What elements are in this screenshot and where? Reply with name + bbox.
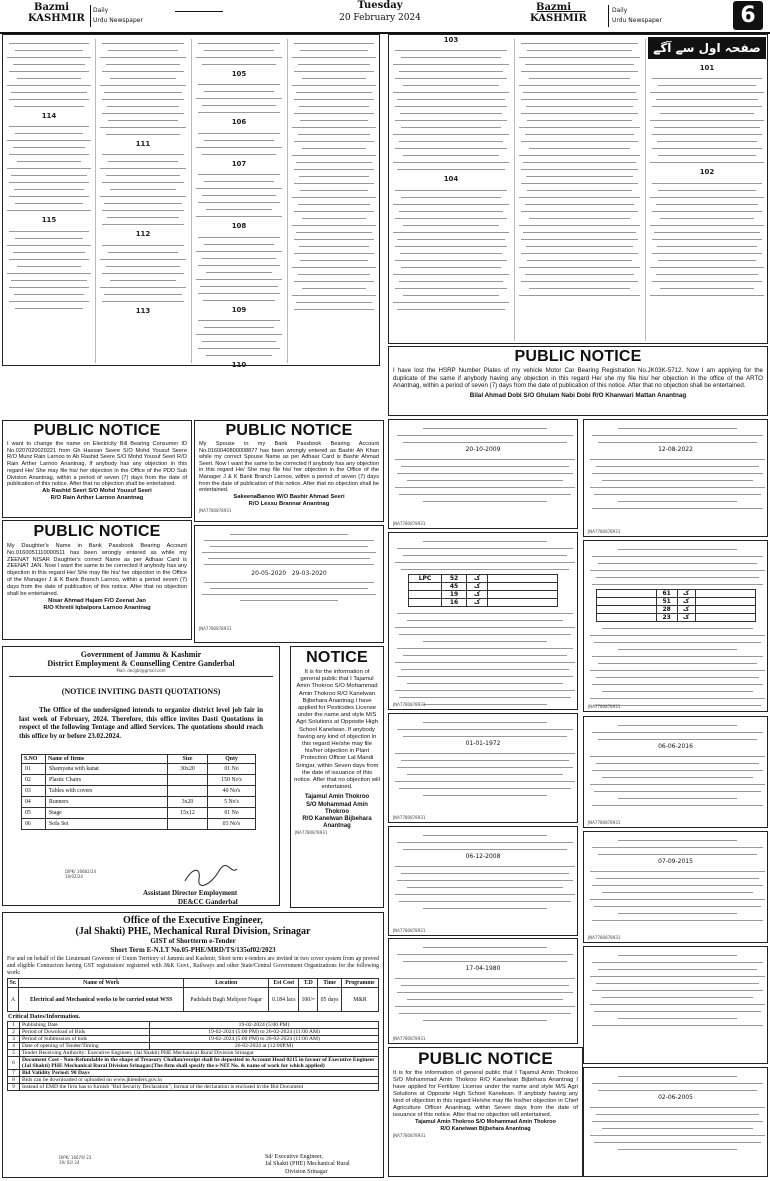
notice-ref: JNA7780878931: [199, 507, 232, 513]
table-cell: Bid Validity Period: 90 Days: [20, 1070, 379, 1077]
lpc-table: [408, 574, 558, 607]
article-number: 104: [443, 175, 459, 184]
dasti-ref: DIPK/ 16682/24 19/02/24: [65, 869, 97, 879]
table-cell: 19-02-2024 (5:00 PM) to 26-02-2024 (11:00 AM): [150, 1036, 379, 1043]
table-row: [409, 591, 558, 599]
table-cell: Shamyana with kanat: [46, 764, 168, 775]
table-row: [409, 575, 558, 583]
col-header: Sr.: [8, 979, 19, 988]
notice-signature: Bilal Ahmad Dobi S/O Ghulam Nabi Dobi R/O Khanwari Mattan Anantnag: [469, 391, 687, 399]
notice-body: I want to change the name on Electricity Bill Bearing Consumer ID No.0207020020221 from Gh Hassan Seere S/O Mohd Yousuf Seere R/O Munz Rain Larnoo to Ab Rashid Seere S/O Mohd Yousuf Seeri R/O Rain Arther Larnoo Anantnag, If anybody has any objection in this regard He/ She may file his/ her objection in the Office of the PDD Sub Division Anantnag, within a period of seven (7) days from the date of publication of this notice. After that no objection shall be entertained.: [7, 441, 187, 488]
notice-body: It is for the information of general public that I Tajamul Amin Thokroo S/O Mohammad Amin Thokroo R/O Kanelwan Bijbehara Anantnag I have applied for Pesticides License under the name and style M/S Agri Solutions at Opposite High School Kanelwan. If anybody having any kind of objection in this regard He/she may file his/her objection in Plant Protection Officer Lal Mandi Sringar, within Seven days from the date of issuance of this notice. After that no objection will entertained.: [294, 669, 380, 791]
court-notice: [388, 532, 578, 710]
tender-signatory: Sd/ Executive Engineer, Jal Shakti (PHE) Mechanical Rural Division Srinagar: [265, 1154, 350, 1175]
table-row: [22, 775, 256, 786]
table-cell: Period of Submission of bids: [20, 1036, 150, 1043]
critical-dates-table: [7, 1021, 379, 1091]
critical-title: Critical Dates/Information.: [8, 1013, 81, 1021]
urdu-col-2: [98, 37, 188, 363]
signatory-office: DE&CC Ganderbal: [178, 898, 238, 906]
table-cell: [168, 819, 208, 830]
table-cell: Plastic Chairs: [46, 775, 168, 786]
tender-nit: Short Term E-N.I.T No.05-PHE/MRD/TS/135of02/2023: [110, 946, 276, 954]
court-date: 12-08-2022: [658, 446, 693, 453]
table-row: [8, 1022, 379, 1029]
issue-date: 20 February 2024: [339, 13, 421, 23]
notice-ref: JNA7780878931: [393, 1133, 426, 1138]
notice-address: R/O Rain Arther Larnoo Anantnag: [50, 494, 144, 501]
table-cell: Tables with covers: [46, 786, 168, 797]
notice-ref: JNA7780878931: [393, 815, 426, 820]
table-cell: 15x12: [168, 808, 208, 819]
col-header: Time: [318, 979, 342, 988]
table-cell: 30x20: [168, 764, 208, 775]
table-row: [22, 797, 256, 808]
table-cell: 40 No's: [208, 786, 256, 797]
table-row: [8, 1043, 379, 1050]
table-row: [409, 599, 558, 607]
table-cell: [409, 591, 442, 599]
table-cell: 16: [442, 599, 467, 607]
notice-ref: JNA7780878931: [199, 626, 232, 631]
article-number: 113: [135, 306, 151, 315]
section-heading: صفحہ اول سے آگے: [648, 37, 766, 59]
notice-address: R/O Khretii Iqbalpora Larnoo Anantnag: [43, 605, 151, 612]
notice-title: PUBLIC NOTICE: [418, 1049, 553, 1068]
notice-ref: JNA7780878931: [393, 702, 426, 707]
gov-line: Government of Jammu & Kashmir: [80, 650, 202, 659]
notice-title: PUBLIC NOTICE: [33, 523, 161, 540]
court-notice: [583, 419, 768, 537]
col-header: Location: [184, 979, 269, 988]
daily-label-right: Daily: [612, 7, 628, 14]
table-cell: 7: [8, 1070, 20, 1077]
col-header: T.D: [299, 979, 318, 988]
page-number: 6: [740, 3, 756, 28]
article-number: 102: [699, 168, 715, 177]
urdu-col-1: [5, 37, 93, 363]
contact-line: Mail: decgbl@gmail.com: [116, 668, 166, 673]
table-row: [22, 786, 256, 797]
col-header: Est Cost: [269, 979, 299, 988]
court-date: 01-01-1972: [465, 740, 501, 747]
table-cell: Runners: [46, 797, 168, 808]
article-number: 107: [231, 159, 247, 168]
table-cell: Period of Download of Bids: [20, 1029, 150, 1036]
public-notice-hsrp: [388, 346, 768, 416]
table-cell: Tender Receiving Authority: Executive Engineer, (Jal Shakti) PHE Mechanical Rural Division Srinagar: [20, 1050, 379, 1057]
tender-notice: [2, 912, 384, 1178]
table-row: [8, 1084, 379, 1091]
table-cell: [168, 775, 208, 786]
table-cell: 04: [22, 797, 46, 808]
court-date: 06-06-2016: [658, 743, 693, 750]
court-notice: [583, 1067, 768, 1177]
table-cell: [168, 786, 208, 797]
urdu-col-3: [194, 37, 284, 370]
table-cell: Padshahi Bagh Mehjoor Nagar: [184, 988, 269, 1012]
notice-ref: JNA7780878931: [393, 928, 426, 933]
table-cell: M&R: [341, 988, 378, 1012]
table-cell: ک: [467, 583, 488, 591]
signature-image: [181, 865, 241, 887]
table-row: [8, 1029, 379, 1036]
table-cell: Publishing Date: [20, 1022, 150, 1029]
article-number: 109: [231, 305, 247, 314]
table-cell: Instead of EMD the firm has to furnish "Bid Security Declaration", format of the declaration is enclosed in the Bid Document: [20, 1084, 379, 1091]
table-cell: ک: [467, 575, 488, 583]
notice-body: My Spouse in my Bank Passbook Bearing Account No.0160040800008877 has been wrongly entered as Bashir Ah Khan while my correct Spouse Name as per Adhaar Card is Bashir Ahmad Seeri. Now I want the same to be corrected if anybody has any objection in this regard He/ She may file his/ her objection in the Office of the Manager J & K Bank Branch Larnoo, within a period of seven (7) days from the date of publication of this notice. After that no objection shall be entertained.: [199, 441, 379, 494]
table-cell: 45: [442, 583, 467, 591]
table-row: [8, 1070, 379, 1077]
dasti-title: (NOTICE INVITING DASTI QUOTATIONS): [61, 687, 221, 696]
table-cell: 23: [656, 614, 677, 622]
brand-bazmi-right: Bazmi: [536, 2, 571, 13]
court-notice: [583, 831, 768, 943]
tender-division: (Jal Shakti) PHE, Mechanical Rural Division, Srinagar: [75, 926, 311, 937]
table-cell: 19-02-2024 (5:00 PM) to 26-02-2024 (11:00 AM): [150, 1029, 379, 1036]
urdu-article-right: [388, 34, 768, 344]
table-cell: ک: [677, 606, 695, 614]
court-date: 20-10-2009: [465, 446, 501, 453]
notice-body: It is for the information of general public that I Tajamul Amin Thokroo S/O Mohammad Amin Thokroo R/O Kanelwan Bijbehara Anantnag I have applied for Fertilizer License under the name and style M/S Agri Solutions at Opposite High School Kanelwan. If anybody having any kind of objection in this regard He/she may file his/her objection in Chief Agriculture Officer Anantnag, within Seven days from the date of issuance of this notice. After that no objection will entertained.: [393, 1070, 578, 1118]
public-notice-daughter: [2, 520, 192, 640]
court-date: 29-03-2020: [291, 570, 327, 577]
notice-ref: JNA7780878931: [295, 830, 328, 836]
court-date: 06-12-2008: [465, 853, 501, 860]
tender-ref: DIPK/ 16679/ 23 19/ 02/ 24: [59, 1155, 92, 1165]
court-notice: [583, 540, 768, 712]
court-date: 07-09-2015: [658, 858, 693, 865]
col-header: Name of Items: [46, 755, 168, 764]
table-cell: Document Cost - Non-Refundable in the shape of Treasury Challan/receipt shall be deposited to Account Head 0215 in favour of Executive Engineer (Jal Shakti) PHE Mechanical Rural Division Srinagar.(The firm shall specify the e-NIT No. & name of work for which applied): [20, 1057, 379, 1070]
urdu-col-7: [648, 37, 766, 341]
notice-ref: JNA7780878931: [588, 529, 621, 534]
table-cell: A: [8, 988, 19, 1012]
table-cell: [409, 583, 442, 591]
court-notice: [583, 716, 768, 828]
masthead: [0, 0, 770, 34]
tender-gist: GIST of Shortterm e-Tender: [150, 937, 236, 945]
table-row: [596, 598, 755, 606]
table-cell: ک: [677, 590, 695, 598]
office-line: District Employment & Counselling Centre Ganderbal: [47, 659, 235, 668]
table-row: [22, 808, 256, 819]
table-cell: 3: [8, 1036, 20, 1043]
table-cell: 19-02-2024 (5:00 PM): [150, 1022, 379, 1029]
court-notice: [388, 938, 578, 1044]
brand-kashmir-right: KASHMIR: [530, 13, 587, 24]
col-header: Size: [168, 755, 208, 764]
court-notice: [388, 419, 578, 529]
table-cell: 6: [8, 1057, 20, 1070]
col-header: S.NO: [22, 755, 46, 764]
masthead-left: [28, 2, 148, 30]
family-table: [596, 589, 756, 622]
dasti-items-table: [21, 754, 256, 830]
court-date: 02-06-2005: [658, 1094, 693, 1101]
notice-title: NOTICE: [306, 649, 368, 666]
tender-intro: For and on behalf of the Lieutenant Governor of Union Territory of Jammu and Kashmir, Short term e-tenders are invited in two cover system from ap proved and eligible Contractors having GST registration/ registered with J&K Govt., Railways and other State/Central Government Organizations for the following work:: [7, 956, 379, 976]
court-notice: [388, 826, 578, 936]
article-number: 101: [699, 64, 715, 72]
article-number: 108: [231, 222, 247, 231]
table-cell: 01 No: [208, 764, 256, 775]
article-number: 115: [41, 216, 57, 225]
table-row: [8, 1050, 379, 1057]
table-cell: 03 No's: [208, 819, 256, 830]
brand-bazmi-left: Bazmi: [34, 2, 69, 13]
notice-title: PUBLIC NOTICE: [33, 422, 161, 439]
notice-address: R/O Lessu Brannar Anantnag: [248, 500, 330, 507]
public-notice-fertilizer: [388, 1047, 583, 1177]
table-cell: 05 days: [318, 988, 342, 1012]
dasti-body: The Office of the undersigned intends to organize district level job fair in last week of February, 2024. Therefore, this office invites Dasti Quotations in respect of the following Tentage and allied Services. The quotations should reach this office by or before 23.02.2024.: [19, 706, 263, 740]
table-cell: 28: [656, 606, 677, 614]
table-cell: 01 No: [208, 808, 256, 819]
table-row: [8, 1036, 379, 1043]
urdu-col-5: [391, 37, 511, 341]
date-block: [230, 0, 530, 30]
table-cell: 51: [656, 598, 677, 606]
table-cell: Stage: [46, 808, 168, 819]
notice-ref: JNA7780878931: [393, 1036, 426, 1041]
article-number: 114: [41, 112, 57, 120]
table-cell: ک: [467, 591, 488, 599]
table-row: [22, 819, 256, 830]
article-number: 105: [231, 70, 247, 78]
table-cell: 4: [8, 1043, 20, 1050]
day-label: Tuesday: [357, 0, 403, 11]
dasti-quotations-notice: [2, 646, 280, 906]
notice-title: PUBLIC NOTICE: [514, 348, 642, 365]
newspaper-label-left: Urdu Newspaper: [93, 17, 143, 24]
court-notice: [583, 946, 768, 1064]
newspaper-label-right: Urdu Newspaper: [612, 17, 662, 24]
table-cell: 9: [8, 1084, 20, 1091]
table-cell: 03: [22, 786, 46, 797]
table-cell: 52: [442, 575, 467, 583]
brand-kashmir-left: KASHMIR: [28, 13, 85, 24]
table-cell: 0.184 lacs: [269, 988, 299, 1012]
table-cell: Date of opening of Tender/Timing: [20, 1043, 150, 1050]
table-row: [596, 614, 755, 622]
notice-signature: Nisar Ahmad Hajam F/O Zeenat Jan: [48, 598, 146, 605]
court-notice-text: [195, 526, 383, 626]
notice-address: R/O Kanelwan Bijbehara Anantnag: [440, 1126, 531, 1132]
daily-label-left: Daily: [93, 7, 109, 14]
urdu-article-left: [2, 34, 380, 370]
article-number: 112: [135, 230, 151, 239]
notice-body: I have lost the HSRP Number Plates of my vehicle Motor Car Bearing Registration No.JK03K-5712. Now I am applying for the duplicate of the same if anybody having any objection in this regard He/ she my file his/ her objection in the office of the ARTO Anantnag, within a period of seven (7) days from the date of publication of this notice. After that no objection shall be entertained.: [393, 367, 763, 390]
urdu-col-4: [290, 37, 378, 363]
table-row: [8, 1057, 379, 1070]
table-cell: 3x20: [168, 797, 208, 808]
notice-signature: Tajamul Amin Thokroo S/O Mohammad Amin Thokroo: [415, 1119, 556, 1125]
notice-ref: JNA7780878931: [588, 704, 621, 709]
notice-body: My Daughter's Name in Bank Passbook Bearing Account No.0160051110000511 has been wrongly entered as while my ZEENAT NISAR Daughter's correct Name as per Adhaar Card is ZEENAT JAN. Now I want the same to be corrected if anybody has any objection in this regard He/ She may file his/ her objection in the Office of the Manager J & K Bank Branch Larnoo, within a period seven (7) days from the date of publication of this notice. After that no objection shall be entertained.: [7, 543, 187, 597]
table-cell: 100/=: [299, 988, 318, 1012]
court-notice-urdu-a: [194, 525, 384, 643]
table-row: [22, 764, 256, 775]
table-row: [409, 583, 558, 591]
table-cell: Bids can be downloaded or uploaded on www.jktenders.gov.in: [20, 1077, 379, 1084]
col-header: Programme: [341, 979, 378, 988]
article-number: 111: [135, 140, 151, 148]
table-cell: ک: [467, 599, 488, 607]
table-cell: 1: [8, 1022, 20, 1029]
table-cell: 26-02-2024 at (12:00P.M): [150, 1043, 379, 1050]
notice-ref: JNA7780878931: [588, 820, 621, 825]
public-notice-passbook: [194, 420, 384, 522]
table-cell: 8: [8, 1077, 20, 1084]
table-row: [596, 590, 755, 598]
table-cell: 05: [22, 808, 46, 819]
court-date: 17-04-1980: [465, 965, 501, 972]
table-cell: 02: [22, 775, 46, 786]
table-cell: ک: [677, 598, 695, 606]
table-cell: LPC: [409, 575, 442, 583]
court-date: 20-05-2020: [251, 570, 287, 577]
article-number: 103: [443, 36, 459, 44]
table-row: [596, 606, 755, 614]
public-notice-electricity: [2, 420, 192, 518]
article-number: 106: [231, 118, 247, 127]
notice-pesticide: [290, 646, 384, 908]
table-cell: Sofa Set: [46, 819, 168, 830]
table-cell: Electrical and Mechanical works to be carried outat WSS: [19, 988, 184, 1012]
table-cell: 150 No's: [208, 775, 256, 786]
article-number: 110: [231, 361, 247, 370]
table-cell: 61: [656, 590, 677, 598]
notice-signature: SakeenaBanoo W/O Bashir Ahmad Seeri: [233, 493, 345, 500]
signatory-title: Assistant Director Employment: [143, 889, 238, 897]
table-cell: 06: [22, 819, 46, 830]
table-cell: 5: [8, 1050, 20, 1057]
court-notice: [388, 713, 578, 823]
notice-ref: JNA7780878931: [588, 935, 621, 940]
masthead-right: [530, 2, 680, 30]
notice-title: PUBLIC NOTICE: [225, 422, 353, 439]
urdu-col-6: [517, 37, 642, 341]
table-cell: 19: [442, 591, 467, 599]
table-cell: ک: [677, 614, 695, 622]
table-cell: [409, 599, 442, 607]
tender-office: Office of the Executive Engineer,: [123, 915, 263, 926]
col-header: Name of Work: [19, 979, 184, 988]
notice-signature: Ab Rashid Seeri S/O Mohd Yousuf Seeri: [42, 487, 152, 494]
tender-work-table: [7, 978, 379, 1012]
notice-ref: JNA7780878931: [393, 521, 426, 526]
table-cell: 5 No's: [208, 797, 256, 808]
col-header: Qnty: [208, 755, 256, 764]
table-row: [8, 1077, 379, 1084]
table-cell: 01: [22, 764, 46, 775]
table-cell: 2: [8, 1029, 20, 1036]
notice-signature: Tajamul Amin Thokroo S/O Mohammad Amin Thokroo R/O Kanelwan Bijbehara Anantnag: [302, 794, 372, 830]
page-number-badge: [733, 1, 763, 30]
